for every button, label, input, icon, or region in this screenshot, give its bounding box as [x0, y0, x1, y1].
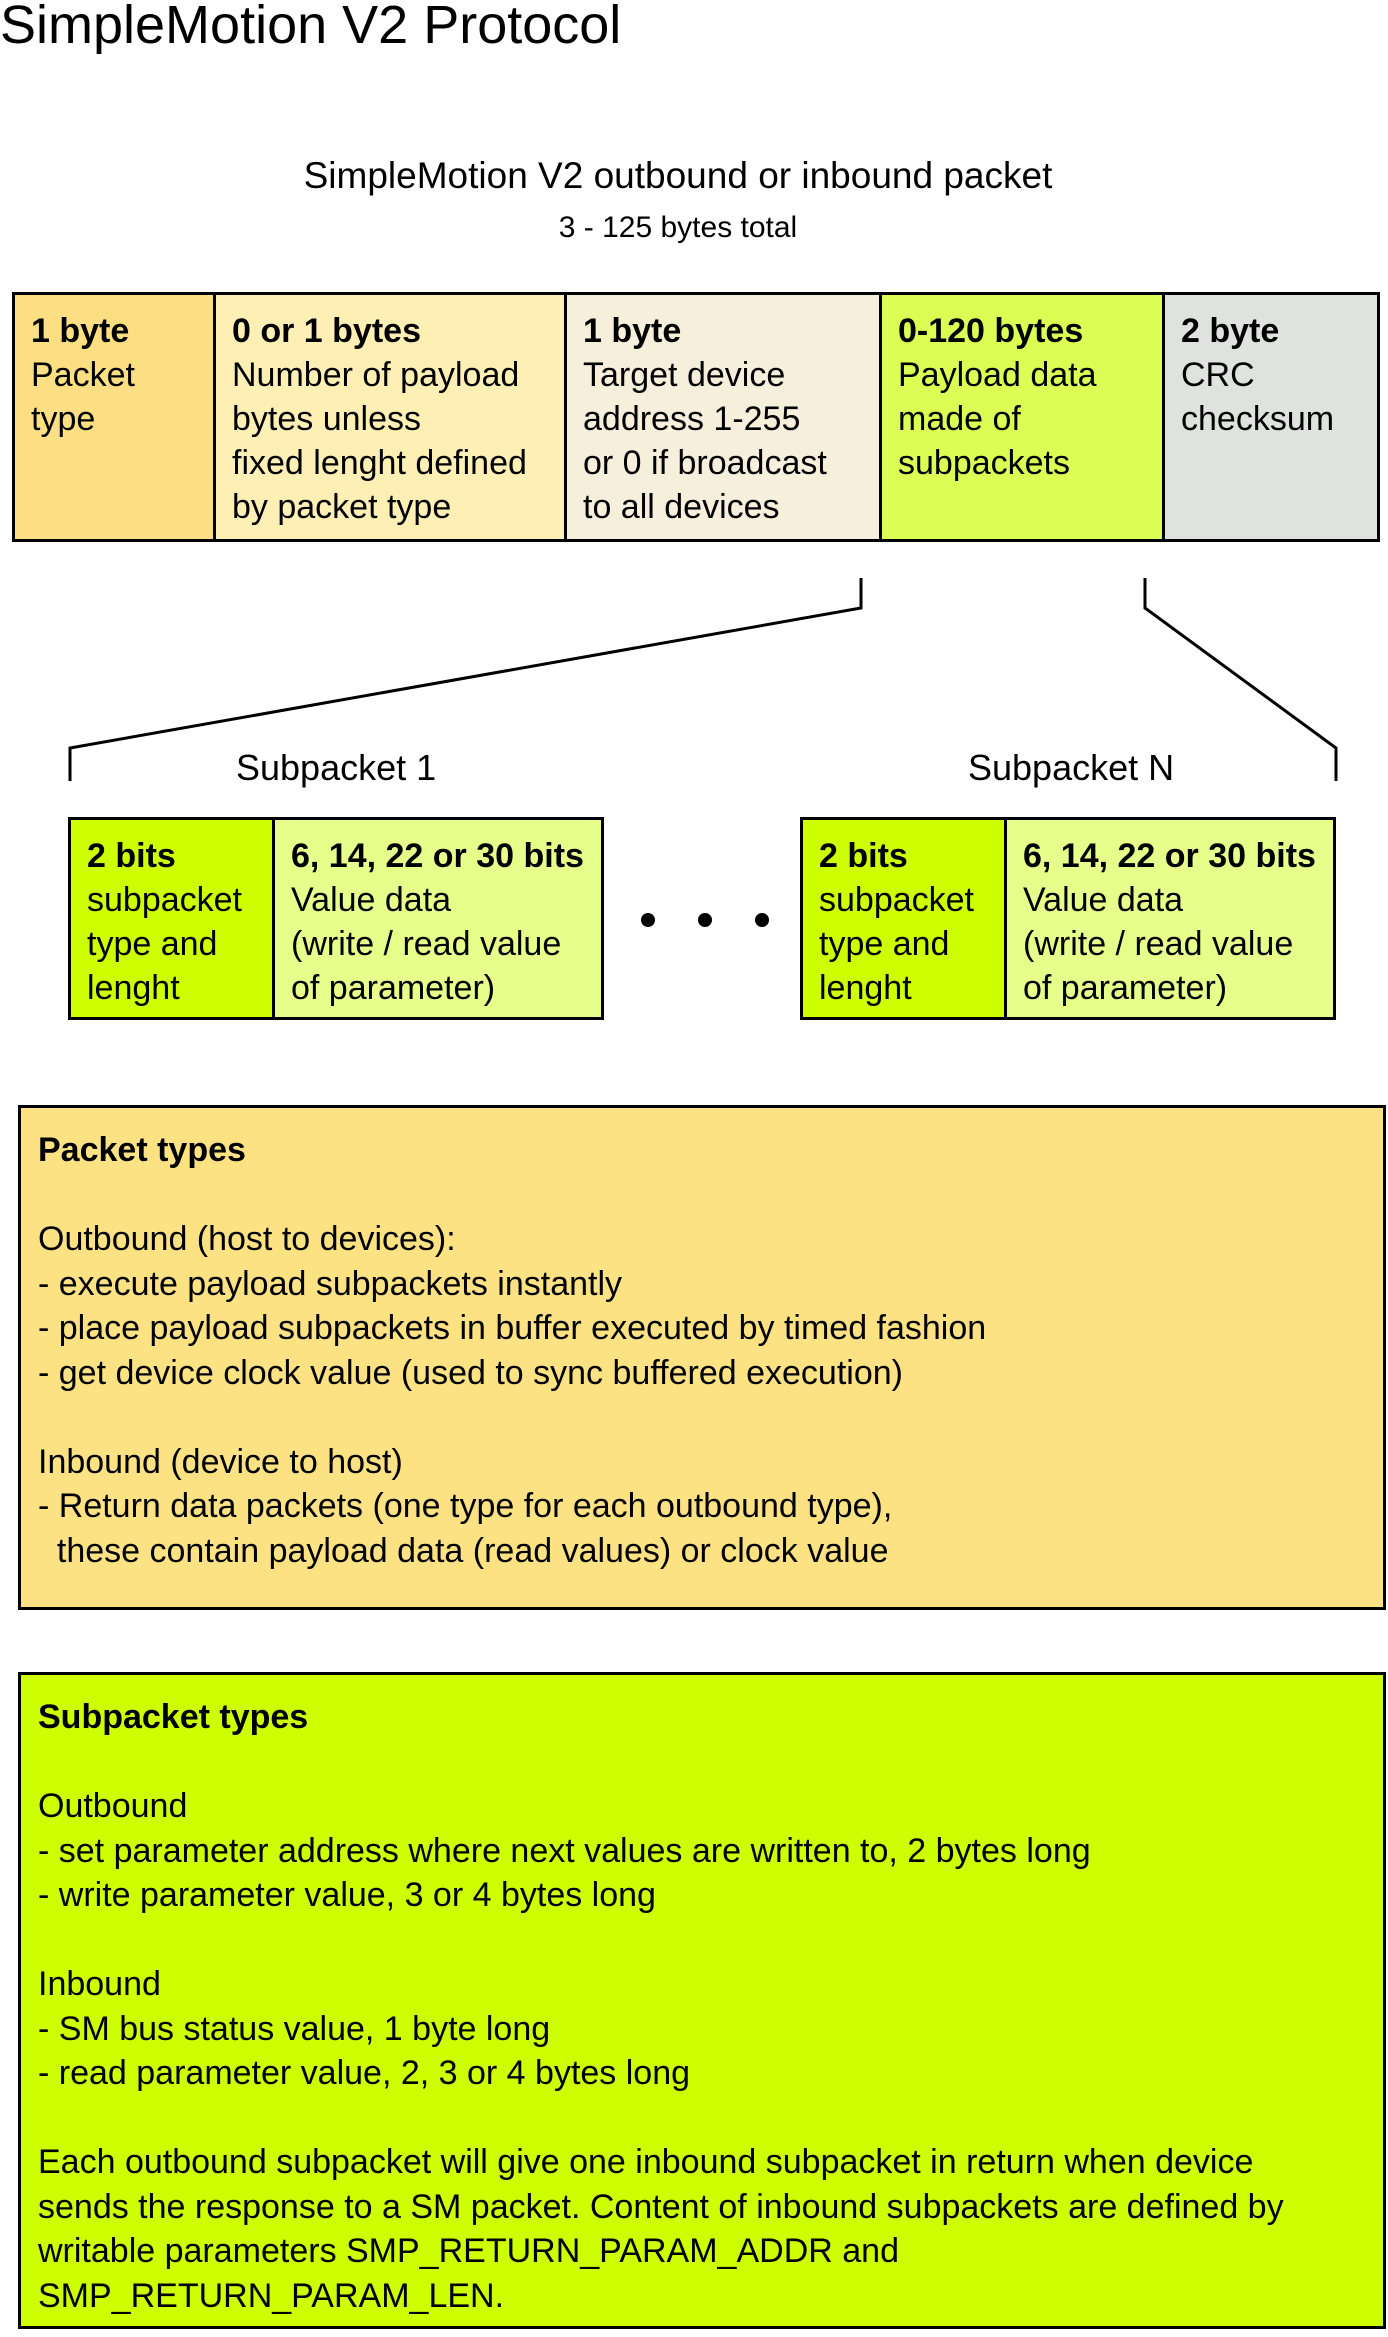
- field-size: 1 byte: [583, 312, 682, 350]
- list-item: - execute payload subpackets instantly: [38, 1264, 623, 1303]
- note-line: Each outbound subpacket will give one inbound subpacket in return when device: [38, 2143, 1254, 2181]
- packet-field-crc: [1162, 295, 1377, 539]
- packet-structure: [12, 292, 1380, 542]
- note-line: sends the response to a SM packet. Content of inbound subpackets are defined by: [38, 2187, 1284, 2226]
- inbound-heading: Inbound (device to host): [38, 1442, 403, 1481]
- field-size: 6, 14, 22 or 30 bits: [1023, 837, 1316, 875]
- left-bracket-line: [70, 578, 861, 781]
- subpacket-field-type: [71, 820, 272, 1017]
- packet-field-address: [564, 295, 879, 539]
- packet-types-box: [18, 1105, 1386, 1610]
- list-item: these contain payload data (read values) or clock value: [38, 1531, 889, 1570]
- field-description: Number of payload bytes unless fixed lenght defined by packet type: [232, 356, 527, 526]
- field-size: 6, 14, 22 or 30 bits: [291, 837, 584, 875]
- subpacket-field-value: [1004, 820, 1333, 1017]
- field-description: Payload data made of subpackets: [898, 356, 1097, 482]
- field-size: 2 bits: [819, 837, 908, 875]
- subpacket-field-type: [803, 820, 1004, 1017]
- page-title: SimpleMotion V2 Protocol: [0, 0, 622, 55]
- field-description: CRC checksum: [1181, 356, 1335, 438]
- ellipsis-icon: [620, 880, 790, 960]
- field-size: 2 byte: [1181, 312, 1280, 350]
- list-item: - write parameter value, 3 or 4 bytes long: [38, 1876, 656, 1914]
- packet-field-type: [15, 295, 213, 539]
- subpacket-1: [68, 817, 604, 1020]
- packet-field-payload: [879, 295, 1162, 539]
- inbound-heading: Inbound: [38, 1965, 161, 2003]
- note-line: SMP_RETURN_PARAM_LEN.: [38, 2276, 505, 2315]
- list-item: - set parameter address where next values are written to, 2 bytes long: [38, 1831, 1091, 1870]
- list-item: - read parameter value, 2, 3 or 4 bytes long: [38, 2054, 691, 2092]
- subpacket-n-label: Subpacket N: [968, 747, 1175, 788]
- packet-size-note: 3 - 125 bytes total: [558, 211, 798, 244]
- field-description: subpacket type and lenght: [819, 881, 974, 1007]
- subpacket-1-label: Subpacket 1: [236, 747, 437, 788]
- note-line: writable parameters SMP_RETURN_PARAM_ADDR and: [38, 2232, 899, 2270]
- field-description: Packet type: [31, 356, 135, 438]
- field-description: Value data (write / read value of parameter): [1023, 881, 1294, 1007]
- packet-types-heading: Packet types: [38, 1131, 246, 1169]
- packet-field-length: [213, 295, 564, 539]
- field-size: 0 or 1 bytes: [232, 312, 421, 350]
- field-description: subpacket type and lenght: [87, 881, 242, 1007]
- outbound-heading: Outbound (host to devices):: [38, 1220, 456, 1258]
- list-item: - get device clock value (used to sync buffered execution): [38, 1353, 903, 1392]
- subpacket-field-value: [272, 820, 601, 1017]
- list-item: - Return data packets (one type for each outbound type),: [38, 1487, 893, 1525]
- subpacket-types-heading: Subpacket types: [38, 1698, 309, 1736]
- packet-caption: SimpleMotion V2 outbound or inbound packet: [303, 155, 1053, 196]
- subpacket-n: [800, 817, 1336, 1020]
- field-description: Target device address 1-255 or 0 if broadcast to all devices: [583, 356, 827, 526]
- field-size: 0-120 bytes: [898, 312, 1084, 350]
- field-description: Value data (write / read value of parameter): [291, 881, 562, 1007]
- outbound-heading: Outbound: [38, 1787, 188, 1825]
- list-item: - place payload subpackets in buffer executed by timed fashion: [38, 1309, 987, 1347]
- list-item: - SM bus status value, 1 byte long: [38, 2009, 551, 2048]
- subpacket-types-box: [18, 1672, 1386, 2329]
- field-size: 2 bits: [87, 837, 176, 875]
- field-size: 1 byte: [31, 312, 130, 350]
